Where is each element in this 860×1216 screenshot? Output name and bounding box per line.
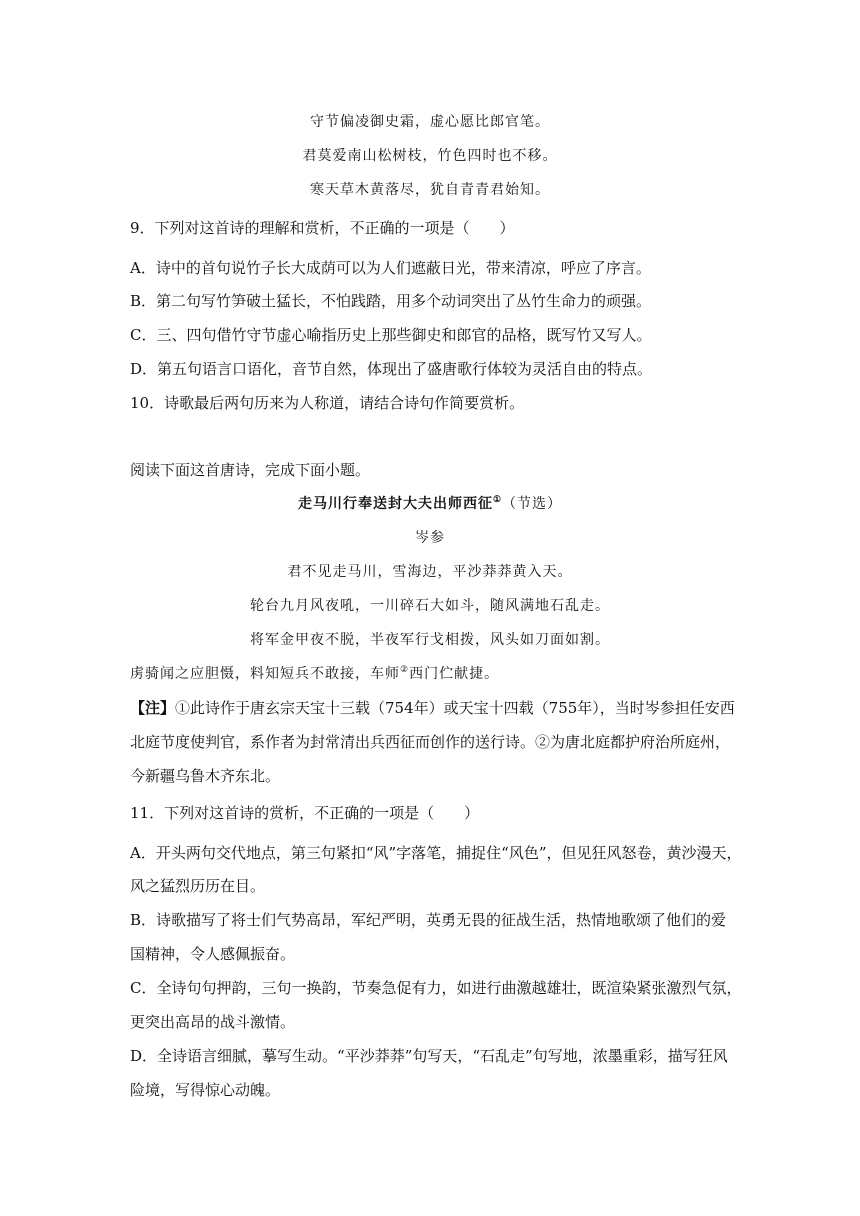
note-line-1 bbox=[130, 698, 735, 718]
note-line-2: 北庭节度使判官，系作者为封常清出兵西征而创作的送行诗。②为唐北庭都护府治所庭州， bbox=[130, 733, 731, 751]
question-11-stem: 11．下列对这首诗的赏析，不正确的一项是（ ） bbox=[130, 804, 480, 822]
poem2-title-suffix: （节选） bbox=[502, 496, 563, 512]
question-11-option-c-line-2: 更突出高昂的战斗激情。 bbox=[130, 1013, 296, 1031]
poem2-title bbox=[130, 494, 730, 516]
question-9-option-c: C．三、四句借竹守节虚心喻指历史上那些御史和郎官的品格，既写竹又写人。 bbox=[130, 326, 652, 344]
poem1-line-1: 守节偏凌御史霜，虚心愿比郎官笔。 bbox=[310, 114, 550, 130]
poem2-line-2: 轮台九月风夜吼，一川碎石大如斗，随风满地石乱走。 bbox=[250, 598, 610, 614]
question-9-option-d: D．第五句语言口语化，音节自然，体现出了盛唐歌行体较为灵活自由的特点。 bbox=[130, 360, 653, 378]
poem1-line-2: 君莫爱南山松树枝，竹色四时也不移。 bbox=[302, 148, 558, 164]
poem2-title-text: 走马川行奉送封大夫出师西征 bbox=[297, 496, 493, 512]
poem2-line-3: 将军金甲夜不脱，半夜军行戈相拨，风头如刀面如割。 bbox=[250, 632, 610, 648]
poem1-line-3: 寒天草木黄落尽，犹自青青君始知。 bbox=[310, 182, 550, 198]
question-10-stem: 10．诗歌最后两句历来为人称道，请结合诗句作简要赏析。 bbox=[130, 394, 525, 412]
poem2-line-4-b: 西门伫献捷。 bbox=[409, 666, 500, 682]
note-text-1: ①此诗作于唐玄宗天宝十三载（754年）或天宝十四载（755年），当时岑参担任安西 bbox=[175, 699, 735, 717]
question-9-stem: 9．下列对这首诗的理解和赏析，不正确的一项是（ ） bbox=[130, 219, 515, 237]
poem2-author: 岑参 bbox=[415, 530, 445, 546]
question-11-option-b-line-2: 国精神，令人感佩振奋。 bbox=[130, 945, 296, 963]
poem2-line-4 bbox=[130, 664, 730, 686]
poem2-line-4-a: 虏骑闻之应胆慑，料知短兵不敢接，车师 bbox=[130, 666, 400, 682]
question-11-option-b-line-1: B．诗歌描写了将士们气势高昂，军纪严明，英勇无畏的征战生活，热情地歌颂了他们的爱 bbox=[130, 911, 727, 929]
poem2-line-4-note-mark: ② bbox=[400, 665, 410, 675]
note-line-3: 今新疆乌鲁木齐东北。 bbox=[130, 767, 281, 785]
question-11-option-d-line-2: 险境，写得惊心动魄。 bbox=[130, 1081, 281, 1099]
question-9-option-a: A．诗中的首句说竹子长大成荫可以为人们遮蔽日光，带来清凉，呼应了序言。 bbox=[130, 259, 651, 277]
question-11-option-a-line-1: A．开头两句交代地点，第三句紧扣“风”字落笔，捕捉住“风色”，但见狂风怒卷，黄沙漫天， bbox=[130, 844, 742, 862]
question-11-option-d-line-1: D．全诗语言细腻，摹写生动。“平沙莽莽”句写天，“石乱走”句写地，浓墨重彩，描写狂风 bbox=[130, 1047, 728, 1065]
note-label: 【注】 bbox=[130, 699, 176, 717]
question-11-option-c-line-1: C．全诗句句押韵，三句一换韵，节奏急促有力，如进行曲激越雄壮，既渲染紧张激烈气氛， bbox=[130, 979, 742, 997]
question-9-option-b: B．第二句写竹笋破土猛长，不怕践踏，用多个动词突出了丛竹生命力的顽强。 bbox=[130, 292, 652, 310]
question-11-option-a-line-2: 风之猛烈历历在目。 bbox=[130, 877, 266, 895]
reading-intro: 阅读下面这首唐诗，完成下面小题。 bbox=[130, 461, 371, 479]
poem2-line-1: 君不见走马川，雪海边，平沙莽莽黄入天。 bbox=[287, 564, 573, 580]
poem2-title-note-mark: ① bbox=[492, 495, 503, 505]
